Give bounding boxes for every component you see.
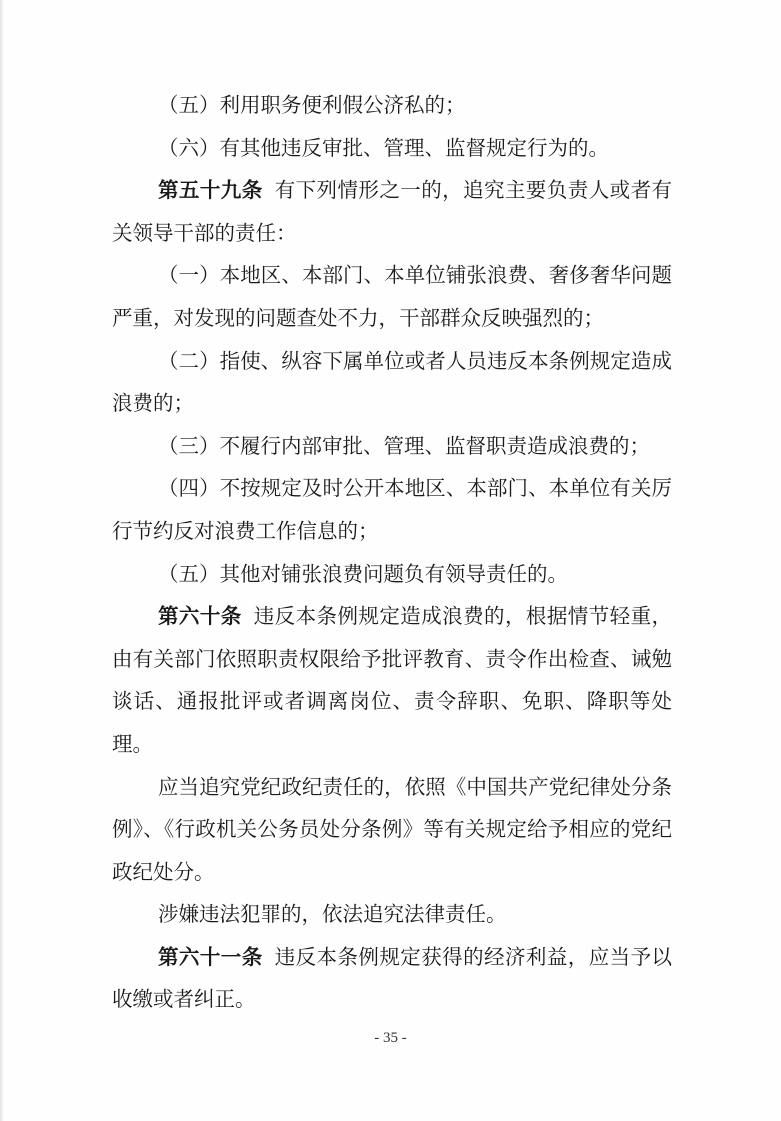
article-60-text: 违反本条例规定造成浪费的，根据情节轻重，由有关部门依照职责权限给予批评教育、责令作出检查、诫勉谈话、通报批评或者调离岗位、责令辞职、免职、降职等处理。 [112,604,673,756]
article-60-party-discipline: 应当追究党纪政纪责任的，依照《中国共产党纪律处分条例》、《行政机关公务员处分条例》等有关规定给予相应的党纪政纪处分。 [112,774,672,884]
article-59-clause-3: （三）不履行内部审批、管理、监督职责造成浪费的； [158,433,650,458]
page-body [112,84,672,1021]
article-59 [112,169,672,254]
clause-6-other-violations: （六）有其他违反审批、管理、监督规定行为的。 [158,135,609,160]
article-59-clause-2: （二）指使、纵容下属单位或者人员违反本条例规定造成浪费的； [112,348,672,416]
article-59-clause-5: （五）其他对铺张浪费问题负有领导责任的。 [158,561,568,586]
scan-edge-shadow [0,0,4,1121]
clause-5-abuse-of-office: （五）利用职务便利假公济私的； [158,93,466,117]
article-59-clause-4: （四）不按规定及时公开本地区、本部门、本单位有关厉行节约反对浪费工作信息的； [112,476,672,543]
article-60-heading: 第六十条 [158,604,242,629]
article-61 [112,936,672,1021]
article-61-heading: 第六十一条 [158,944,263,969]
article-59-heading: 第五十九条 [158,178,263,203]
page-number: - 35 - [374,1030,407,1046]
article-59-clause-1: （一）本地区、本部门、本单位铺张浪费、奢侈奢华问题严重，对发现的问题查处不力，干部群众反映强烈的； [112,263,672,330]
article-61-text: 违反本条例规定获得的经济利益，应当予以收缴或者纠正。 [112,944,673,1012]
article-60 [112,595,672,765]
article-60-criminal-liability: 涉嫌违法犯罪的，依法追究法律责任。 [158,902,507,927]
article-59-text: 有下列情形之一的，追究主要负责人或者有关领导干部的责任： [112,178,673,245]
